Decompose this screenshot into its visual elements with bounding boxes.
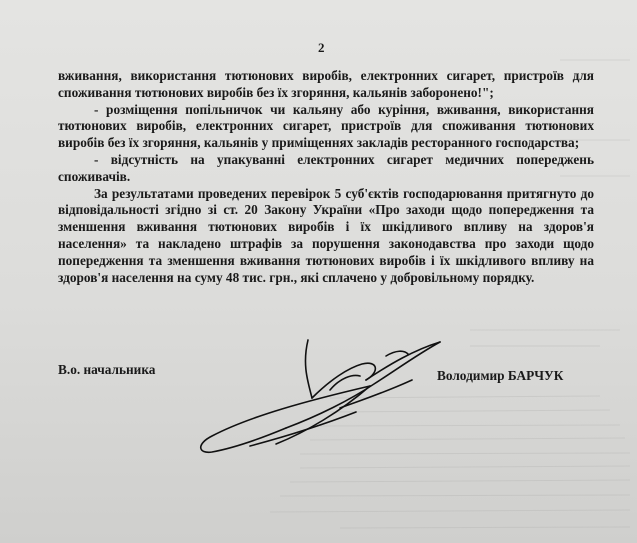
paragraph-bullet-warnings: - відсутність на упакуванні електронних сигарет медичних попереджень споживачів.: [58, 151, 594, 184]
document-body: [58, 68, 594, 286]
signer-name: Володимир БАРЧУК: [437, 368, 564, 383]
signer-title: В.о. начальника: [58, 362, 156, 377]
paragraph-continuation: вживання, використання тютюнових виробів, електронних сигарет, пристроїв для споживання тютюнових виробів без їх згоряння, кальянів заборонено!";: [58, 68, 594, 100]
paragraph-inspection-results: За результатами проведених перевірок 5 суб'єктів господарювання притягнуто до відповідальності згідно зі ст. 20 Закону України «Про заходи щодо попередження та зменшення вживання тютюнових виробів і їх шкідливого впливу на здоров'я населення» та накладено штрафів за порушення законодавства про заходи щодо попередження та зменшення вживання тютюнових виробів і їх шкідливого впливу на здоров'я населення на суму 48 тис. грн., які сплачено у добровільному порядку.: [58, 185, 594, 285]
paragraph-bullet-ashtrays: - розміщення попільничок чи кальяну або куріння, вживання, використання тютюнових виробів, електронних сигарет, пристроїв для споживання тютюнових виробів без їх згоряння, кальянів у приміщеннях закладів ресторанного господарства;: [58, 101, 594, 151]
page-number: 2: [318, 40, 325, 55]
handwritten-signature: [190, 320, 460, 470]
